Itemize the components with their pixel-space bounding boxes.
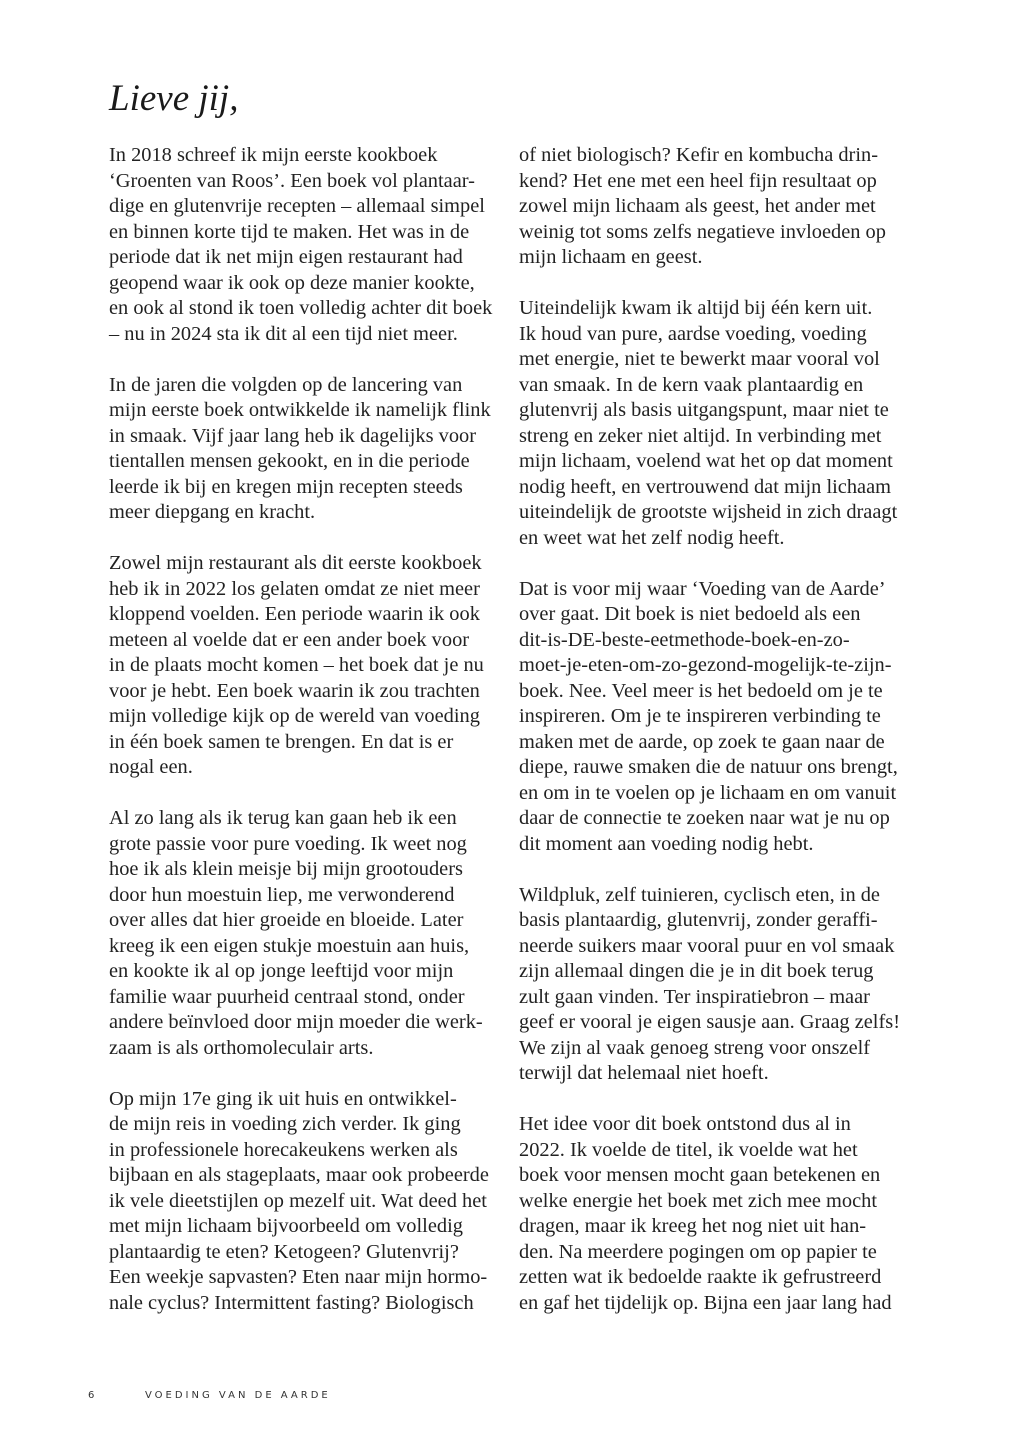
paragraph-break [109, 1061, 509, 1087]
text-line: in de plaats mocht komen – het boek dat je nu [109, 654, 484, 676]
text-line: ‘Groenten van Roos’. Een boek vol plantaar- [109, 169, 475, 192]
text-line: en kookte ik al op jonge leeftijd voor mijn [109, 960, 454, 982]
page-title: Lieve jij, [109, 78, 239, 119]
text-line: door hun moestuin liep, me verwonderend [109, 883, 455, 906]
text-line: kreeg ik een eigen stukje moestuin aan huis, [109, 934, 470, 957]
text-line: meteen al voelde dat er een ander boek voor [109, 628, 470, 651]
text-line: neerde suikers maar vooral puur en vol smaak [519, 934, 895, 957]
text-line: en om in te voelen op je lichaam en om vanuit [519, 781, 897, 804]
text-line: periode dat ik net mijn eigen restaurant had [109, 246, 463, 268]
text-line: moet-je-eten-om-zo-gezond-mogelijk-te-zijn- [519, 654, 892, 676]
text-line: mijn volledige kijk op de wereld van voeding [109, 705, 480, 727]
text-line: terwijl dat helemaal niet hoeft. [519, 1062, 769, 1084]
text-line: voor je hebt. Een boek waarin ik zou trachten [109, 679, 480, 702]
text-line: dit-is-DE-beste-eetmethode-boek-en-zo- [519, 628, 850, 651]
text-line: in professionele horecakeukens werken als [109, 1138, 458, 1161]
text-line: Een weekje sapvasten? Eten naar mijn hormo- [109, 1266, 488, 1288]
text-line: en ook al stond ik toen volledig achter dit boek [109, 297, 493, 319]
text-line: tientallen mensen gekookt, en in die periode [109, 450, 470, 472]
text-line: in smaak. Vijf jaar lang heb ik dagelijks voor [109, 424, 477, 447]
text-line: ik vele dieetstijlen op mezelf uit. Wat deed het [109, 1189, 487, 1212]
paragraph-break [519, 1087, 919, 1113]
paragraph-break [109, 526, 509, 552]
text-line: glutenvrij als basis uitgangspunt, maar niet te [519, 399, 889, 421]
text-line: We zijn al vaak genoeg streng voor onszelf [519, 1036, 871, 1059]
text-line: en binnen korte tijd te maken. Het was in de [109, 220, 470, 243]
text-line: heb ik in 2022 los gelaten omdat ze niet meer [109, 577, 480, 600]
text-line: Wildpluk, zelf tuinieren, cyclisch eten, in de [519, 883, 880, 906]
paragraph-break [109, 781, 509, 807]
text-line: leerde ik bij en kregen mijn recepten steeds [109, 475, 463, 498]
text-line: Op mijn 17e ging ik uit huis en ontwikkel- [109, 1087, 457, 1110]
text-line: basis plantaardig, glutenvrij, zonder geraffi- [519, 909, 878, 931]
text-line: nale cyclus? Intermittent fasting? Biologisch [109, 1291, 474, 1314]
text-line: Uiteindelijk kwam ik altijd bij één kern uit. [519, 297, 873, 319]
text-line: In de jaren die volgden op de lancering van [109, 373, 463, 396]
text-line: mijn lichaam en geest. [519, 246, 703, 268]
text-line: In 2018 schreef ik mijn eerste kookboek [109, 144, 438, 166]
text-line: maken met de aarde, op zoek te gaan naar de [519, 730, 885, 753]
text-line: met mijn lichaam bijvoorbeeld om volledig [109, 1215, 463, 1237]
text-line: boek voor mensen mocht gaan betekenen en [519, 1164, 881, 1186]
text-line: Zowel mijn restaurant als dit eerste kookboek [109, 552, 482, 574]
page-number: 6 [88, 1390, 95, 1401]
text-line: boek. Nee. Veel meer is het bedoeld om je te [519, 679, 883, 702]
text-line: bijbaan en als stageplaats, maar ook probeerde [109, 1164, 489, 1186]
text-line: met energie, niet te bewerkt maar vooral vol [519, 348, 880, 370]
text-line: over gaat. Dit boek is niet bedoeld als een [519, 603, 861, 625]
text-line: Het idee voor dit boek ontstond dus al in [519, 1113, 851, 1135]
text-line: Dat is voor mij waar ‘Voeding van de Aarde’ [519, 577, 886, 600]
text-line: over alles dat hier groeide en bloeide. Later [109, 909, 464, 931]
text-line: kloppend voelden. Een periode waarin ik ook [109, 603, 480, 625]
text-line: nogal een. [109, 756, 193, 778]
text-line: hoe ik als klein meisje bij mijn grootouders [109, 858, 463, 880]
text-line: Al zo lang als ik terug kan gaan heb ik een [109, 807, 457, 829]
text-line: kend? Het ene met een heel fijn resultaat op [519, 169, 877, 192]
text-line: andere beïnvloed door mijn moeder die werk- [109, 1011, 483, 1033]
text-line: daar de connectie te zoeken naar wat je nu op [519, 807, 890, 829]
text-line: en weet wat het zelf nodig heeft. [519, 526, 785, 549]
paragraph-break [519, 271, 919, 297]
text-line: den. Na meerdere pogingen om op papier te [519, 1240, 877, 1263]
text-line: inspireren. Om je te inspireren verbinding te [519, 705, 881, 727]
text-line: geef er vooral je eigen sausje aan. Graag zelfs! [519, 1011, 900, 1033]
text-line: mijn lichaam, voelend wat het op dat moment [519, 450, 893, 472]
text-line: 2022. Ik voelde de titel, ik voelde wat het [519, 1138, 858, 1161]
text-line: uiteindelijk de grootste wijsheid in zich draagt [519, 501, 898, 523]
right-text-column [519, 143, 919, 1316]
paragraph-break [519, 857, 919, 883]
text-line: zijn allemaal dingen die je in dit boek terug [519, 960, 874, 982]
text-line: zetten wat ik bedoelde raakte ik gefrustreerd [519, 1266, 882, 1288]
text-line: de mijn reis in voeding zich verder. Ik ging [109, 1113, 461, 1135]
text-line: nodig heeft, en vertrouwend dat mijn lichaam [519, 475, 892, 498]
text-line: streng en zeker niet altijd. In verbinding met [519, 424, 882, 447]
text-line: zaam is als orthomoleculair arts. [109, 1036, 374, 1059]
text-line: welke energie het boek met zich mee mocht [519, 1189, 878, 1212]
text-line: dragen, maar ik kreeg het nog niet uit han- [519, 1215, 867, 1237]
text-line: van smaak. In de kern vaak plantaardig en [519, 373, 864, 396]
text-line: in één boek samen te brengen. En dat is er [109, 730, 454, 753]
text-line: grote passie voor pure voeding. Ik weet nog [109, 832, 467, 855]
text-line: familie waar puurheid centraal stond, onder [109, 985, 465, 1008]
text-line: Ik houd van pure, aardse voeding, voeding [519, 322, 867, 345]
text-line: – nu in 2024 sta ik dit al een tijd niet meer. [109, 322, 458, 345]
text-line: geopend waar ik ook op deze manier kookte, [109, 271, 475, 294]
text-line: diepe, rauwe smaken die de natuur ons brengt, [519, 756, 898, 778]
text-line: dit moment aan voeding nodig hebt. [519, 832, 814, 855]
text-line: zult gaan vinden. Ter inspiratiebron – maar [519, 985, 870, 1008]
text-line: weinig tot soms zelfs negatieve invloeden op [519, 220, 886, 243]
left-text-column [109, 143, 509, 1316]
text-line: of niet biologisch? Kefir en kombucha drin- [519, 144, 878, 166]
paragraph-break [109, 347, 509, 373]
text-line: mijn eerste boek ontwikkelde ik namelijk flink [109, 399, 491, 421]
text-line: meer diepgang en kracht. [109, 501, 316, 523]
paragraph-break [519, 551, 919, 577]
text-line: plantaardig te eten? Ketogeen? Glutenvrij? [109, 1240, 459, 1263]
text-line: dige en glutenvrije recepten – allemaal simpel [109, 195, 485, 217]
text-line: en gaf het tijdelijk op. Bijna een jaar lang had [519, 1291, 892, 1314]
running-title: VOEDING VAN DE AARDE [145, 1390, 331, 1401]
text-line: zowel mijn lichaam als geest, het ander met [519, 195, 876, 217]
